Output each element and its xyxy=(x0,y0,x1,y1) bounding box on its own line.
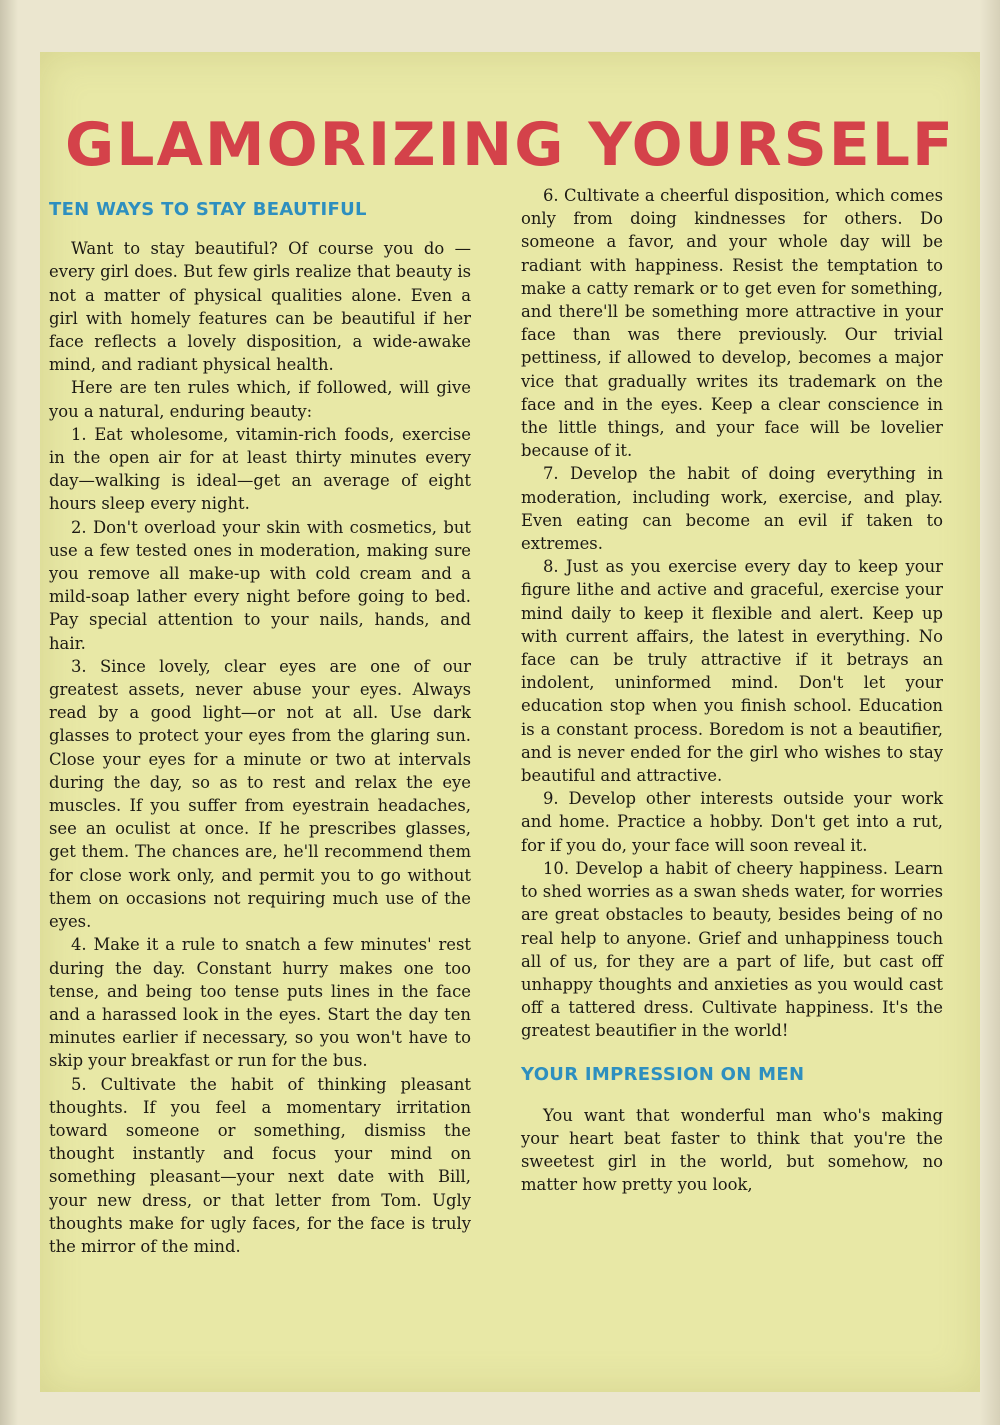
left-column xyxy=(49,198,471,1258)
rule-9: 9. Develop other interests outside your work and home. Practice a hobby. Don't get into a rut, for if you do, your face will soon reveal it. xyxy=(521,789,943,855)
men-paragraph: You want that wonderful man who's making your heart beat faster to think that you're the sweetest girl in the world, but somehow, no matter how pretty you look, xyxy=(521,1105,943,1195)
rule-5: 5. Cultivate the habit of thinking pleasant thoughts. If you feel a momentary irritation toward someone or something, dismiss the thought instantly and focus your mind on something pleasant—your next date with Bill, your new dress, or that letter from Tom. Ugly thoughts make for ugly faces, for the face is truly the mirror of the mind. xyxy=(49,1074,471,1256)
rule-4: 4. Make it a rule to snatch a few minutes' rest during the day. Constant hurry makes one too tense, and being too tense puts lines in the face and a harassed look in the eyes. Start the day ten minutes earlier if necessary, so you won't have to skip your breakfast or run for the bus. xyxy=(49,935,471,1071)
rule-7: 7. Develop the habit of doing everything in moderation, including work, exercise, and play. Even eating can become an evil if taken to extremes. xyxy=(521,464,943,554)
rule-6: 6. Cultivate a cheerful disposition, which comes only from doing kindnesses for others. Do someone a favor, and your whole day will be radiant with happiness. Resist the temptation to make a catty remark or to get even for something, and there'll be something more attractive in your face than was there previously. Our trivial pettiness, if allowed to develop, becomes a major vice that gradually writes its trademark on the face and in the eyes. Keep a clear conscience in the little things, and your face will be lovelier because of it. xyxy=(521,186,943,461)
section-heading-men: YOUR IMPRESSION ON MEN xyxy=(521,1063,805,1085)
lead-in-paragraph: Here are ten rules which, if followed, will give you a natural, enduring beauty: xyxy=(49,378,471,421)
rule-2: 2. Don't overload your skin with cosmetics, but use a few tested ones in moderation, making sure you remove all make-up with cold cream and a mild-soap lather every night before going to bed. Pay special attention to your nails, hands, and hair. xyxy=(49,517,471,653)
rule-3: 3. Since lovely, clear eyes are one of our greatest assets, never abuse your eyes. Always read by a good light—or not at all. Use dark glasses to protect your eyes from the glaring sun. Close your eyes for a minute or two at intervals during the day, so as to rest and relax the eye muscles. If you suffer from eyestrain headaches, see an oculist at once. If he prescribes glasses, get them. The chances are, he'll recommend them for close work only, and permit you to go without them on occasions not requiring much use of the eyes. xyxy=(49,656,471,932)
intro-paragraph: Want to stay beautiful? Of course you do —every girl does. But few girls realize that beauty is not a matter of physical qualities alone. Even a girl with homely features can be beautiful if her face reflects a lovely disposition, a wide-awake mind, and radiant physical health. xyxy=(49,239,471,375)
rule-8: 8. Just as you exercise every day to keep your figure lithe and active and graceful, exercise your mind daily to keep it flexible and alert. Keep up with current affairs, the latest in everything. No face can be truly attractive if it betrays an indolent, uninformed mind. Don't let your education stop when you finish school. Education is a constant process. Boredom is not a beautifier, and is never ended for the girl who wishes to stay beautiful and attractive. xyxy=(521,557,943,786)
rule-10: 10. Develop a habit of cheery happiness. Learn to shed worries as a swan sheds water, for worries are great obstacles to beauty, besides being of no real help to anyone. Grief and unhappiness touch all of us, for they are a part of life, but cast off unhappy thoughts and anxieties as you would cast off a tattered dress. Cultivate happiness. It's the greatest beautifier in the world! xyxy=(521,858,943,1041)
rule-1: 1. Eat wholesome, vitamin-rich foods, exercise in the open air for at least thirty minutes every day—walking is ideal—get an average of eight hours sleep every night. xyxy=(49,424,471,514)
section-heading-beautiful: TEN WAYS TO STAY BEAUTIFUL xyxy=(49,199,367,220)
right-column xyxy=(521,184,943,1197)
article-panel xyxy=(40,52,980,1392)
article-title: GLAMORIZING YOURSELF xyxy=(65,110,955,180)
